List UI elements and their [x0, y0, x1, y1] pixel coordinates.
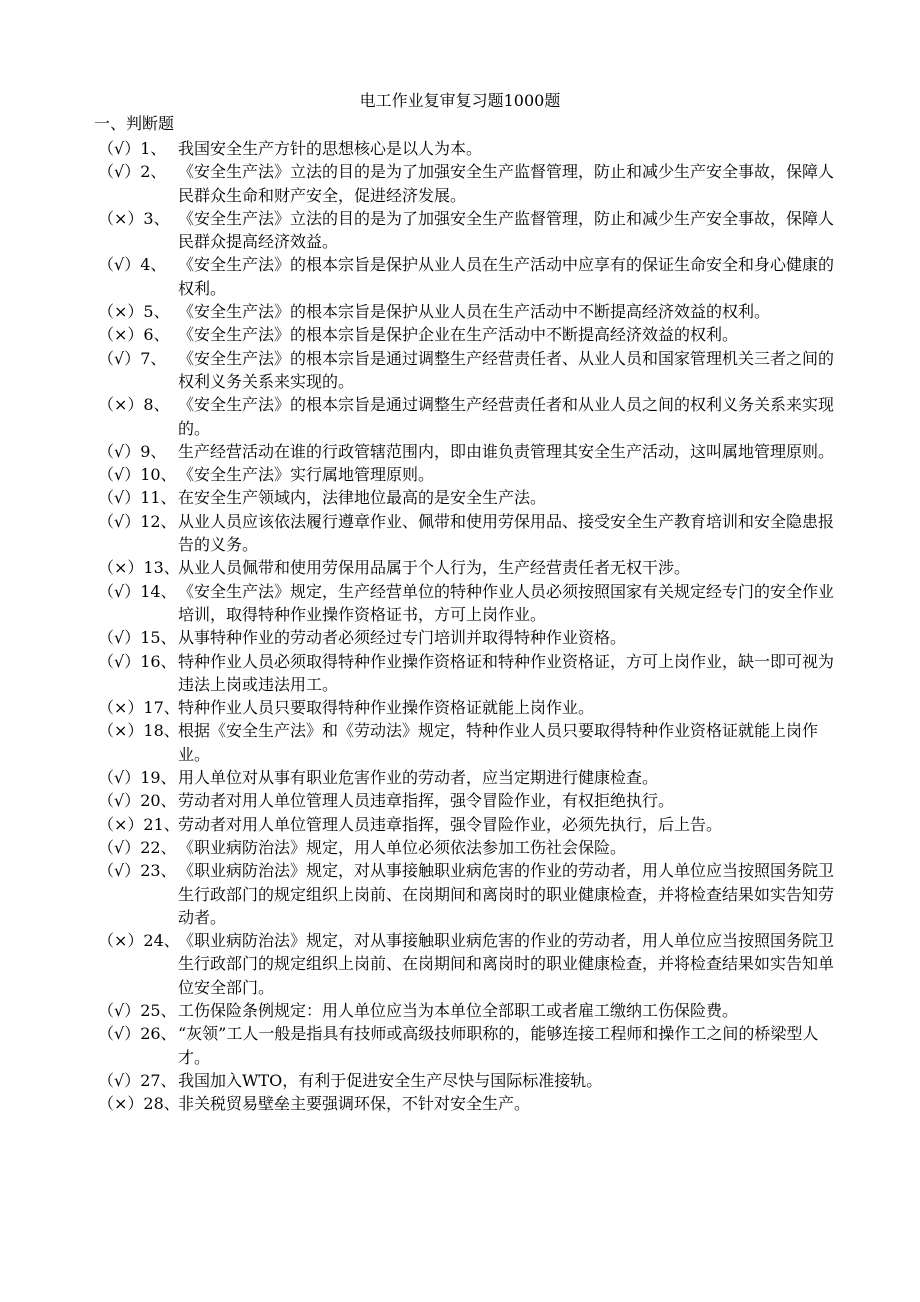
- list-item: [94, 300, 844, 323]
- answer-mark: （×）24、: [98, 931, 180, 951]
- list-item: [94, 160, 844, 207]
- answer-mark: （√）16、: [98, 651, 177, 671]
- answer-mark: （×）3、: [98, 208, 170, 228]
- list-item: [94, 929, 844, 999]
- question-text: 我国加入WTO，有利于促进安全生产尽快与国际标准接轨。: [178, 1070, 603, 1090]
- list-item: [94, 999, 844, 1022]
- question-text: 《职业病防治法》规定，对从事接触职业病危害的作业的劳动者，用人单位应当按照国务院卫生行政部门的规定组织上岗前、在岗期间和离岗时的职业健康检查，并将检查结果如实告知单位安全部门。: [178, 931, 835, 997]
- question-text: 特种作业人员只要取得特种作业操作资格证就能上岗作业。: [178, 698, 595, 718]
- list-item: [94, 486, 844, 509]
- answer-mark: （×）18、: [98, 721, 180, 741]
- list-item: [94, 836, 844, 859]
- question-text: 我国安全生产方针的思想核心是以人为本。: [178, 139, 483, 158]
- list-item: [94, 440, 844, 463]
- list-item: [94, 1092, 844, 1115]
- question-text: 劳动者对用人单位管理人员违章指挥，强令冒险作业，必须先执行，后上告。: [178, 814, 723, 834]
- answer-mark: （×）17、: [98, 698, 180, 718]
- list-item: [94, 1069, 844, 1092]
- list-item: [94, 137, 844, 160]
- question-text: 《安全生产法》的根本宗旨是保护企业在生产活动中不断提高经济效益的权利。: [178, 325, 739, 345]
- list-item: [94, 253, 844, 300]
- answer-mark: （×）8、: [98, 395, 170, 415]
- list-item: [94, 650, 844, 697]
- answer-mark: （√）7、: [98, 348, 167, 368]
- question-text: 《安全生产法》规定，生产经营单位的特种作业人员必须按照国家有关规定经专门的安全作业培训，取得特种作业操作资格证书，方可上岗作业。: [178, 581, 835, 624]
- list-item: [94, 789, 844, 812]
- list-item: [94, 510, 844, 557]
- answer-mark: （×）21、: [98, 814, 180, 834]
- list-item: [94, 393, 844, 440]
- list-item: [94, 207, 844, 254]
- question-text: 《安全生产法》的根本宗旨是保护从业人员在生产活动中不断提高经济效益的权利。: [178, 302, 771, 322]
- question-text: 从业人员应该依法履行遵章作业、佩带和使用劳保用品、接受安全生产教育培训和安全隐患报告的义务。: [178, 511, 835, 555]
- list-item: [94, 580, 844, 627]
- answer-mark: （×）13、: [98, 558, 180, 578]
- question-text: 《安全生产法》的根本宗旨是保护从业人员在生产活动中应享有的保证生命安全和身心健康的权利。: [178, 255, 835, 298]
- question-text: 《安全生产法》实行属地管理原则。: [178, 465, 435, 485]
- question-text: 《职业病防治法》规定，用人单位必须依法参加工伤社会保险。: [178, 837, 627, 857]
- list-item: [94, 859, 844, 929]
- question-text: 《安全生产法》立法的目的是为了加强安全生产监督管理，防止和减少生产安全事故，保障人民群众提高经济效益。: [178, 208, 835, 252]
- document-title: 电工作业复审复习题1000题: [359, 91, 561, 110]
- question-text: 用人单位对从事有职业危害作业的劳动者，应当定期进行健康检查。: [178, 768, 659, 788]
- question-text: 特种作业人员必须取得特种作业操作资格证和特种作业资格证，方可上岗作业，缺一即可视为违法上岗或违法用工。: [178, 651, 835, 694]
- list-item: [94, 766, 844, 789]
- section-title: 一、判断题: [94, 114, 175, 133]
- answer-mark: （√）19、: [98, 768, 177, 788]
- answer-mark: （√）12、: [98, 511, 177, 531]
- answer-mark: （√）23、: [98, 861, 177, 881]
- list-item: [94, 813, 844, 836]
- answer-mark: （√）4、: [98, 255, 167, 275]
- question-text: 生产经营活动在谁的行政管辖范围内，即由谁负责管理其安全生产活动，这叫属地管理原则。: [178, 441, 835, 461]
- answer-mark: （√）10、: [98, 465, 177, 485]
- question-text: 从业人员佩带和使用劳保用品属于个人行为，生产经营责任者无权干涉。: [178, 558, 691, 578]
- question-text: 根据《安全生产法》和《劳动法》规定，特种作业人员只要取得特种作业资格证就能上岗作业。: [178, 721, 819, 764]
- answer-mark: （√）2、: [98, 162, 167, 182]
- question-text: 在安全生产领域内，法律地位最高的是安全生产法。: [178, 488, 547, 508]
- list-item: [94, 696, 844, 719]
- list-item: [94, 347, 844, 394]
- answer-mark: （√）27、: [98, 1070, 177, 1090]
- answer-mark: （√）11、: [98, 488, 177, 508]
- answer-mark: （×）28、: [98, 1094, 180, 1114]
- list-item: [94, 556, 844, 579]
- list-item: [94, 719, 844, 766]
- answer-mark: （√）9、: [98, 441, 167, 461]
- question-text: 《安全生产法》立法的目的是为了加强安全生产监督管理，防止和减少生产安全事故，保障人民群众生命和财产安全，促进经济发展。: [178, 162, 835, 205]
- answer-mark: （×）5、: [98, 302, 170, 322]
- answer-mark: （√）22、: [98, 837, 177, 857]
- answer-mark: （√）14、: [98, 581, 177, 601]
- question-text: 劳动者对用人单位管理人员违章指挥，强令冒险作业，有权拒绝执行。: [178, 791, 675, 811]
- answer-mark: （√）25、: [98, 1000, 177, 1020]
- list-item: [94, 1022, 844, 1069]
- answer-mark: （√）20、: [98, 791, 177, 811]
- question-text: 《职业病防治法》规定，对从事接触职业病危害的作业的劳动者，用人单位应当按照国务院卫生行政部门的规定组织上岗前、在岗期间和离岗时的职业健康检查，并将检查结果如实告知劳动者。: [178, 861, 835, 927]
- answer-mark: （√）1、: [98, 139, 167, 158]
- answer-mark: （√）15、: [98, 628, 177, 648]
- list-item: [94, 463, 844, 486]
- answer-mark: （√）26、: [98, 1024, 177, 1044]
- question-text: “灰领”工人一般是指具有技师或高级技师职称的，能够连接工程师和操作工之间的桥梁型人才。: [178, 1024, 819, 1067]
- question-text: 非关税贸易壁垒主要强调环保，不针对安全生产。: [178, 1094, 531, 1114]
- question-text: 《安全生产法》的根本宗旨是通过调整生产经营责任者和从业人员之间的权利义务关系来实现的。: [178, 395, 835, 438]
- list-item: [94, 323, 844, 346]
- question-text: 从事特种作业的劳动者必须经过专门培训并取得特种作业资格。: [178, 628, 627, 648]
- question-list: [94, 137, 844, 1115]
- question-text: 《安全生产法》的根本宗旨是通过调整生产经营责任者、从业人员和国家管理机关三者之间的权利义务关系来实现的。: [178, 348, 835, 391]
- answer-mark: （×）6、: [98, 325, 170, 345]
- question-text: 工伤保险条例规定：用人单位应当为本单位全部职工或者雇工缴纳工伤保险费。: [178, 1000, 739, 1020]
- list-item: [94, 626, 844, 649]
